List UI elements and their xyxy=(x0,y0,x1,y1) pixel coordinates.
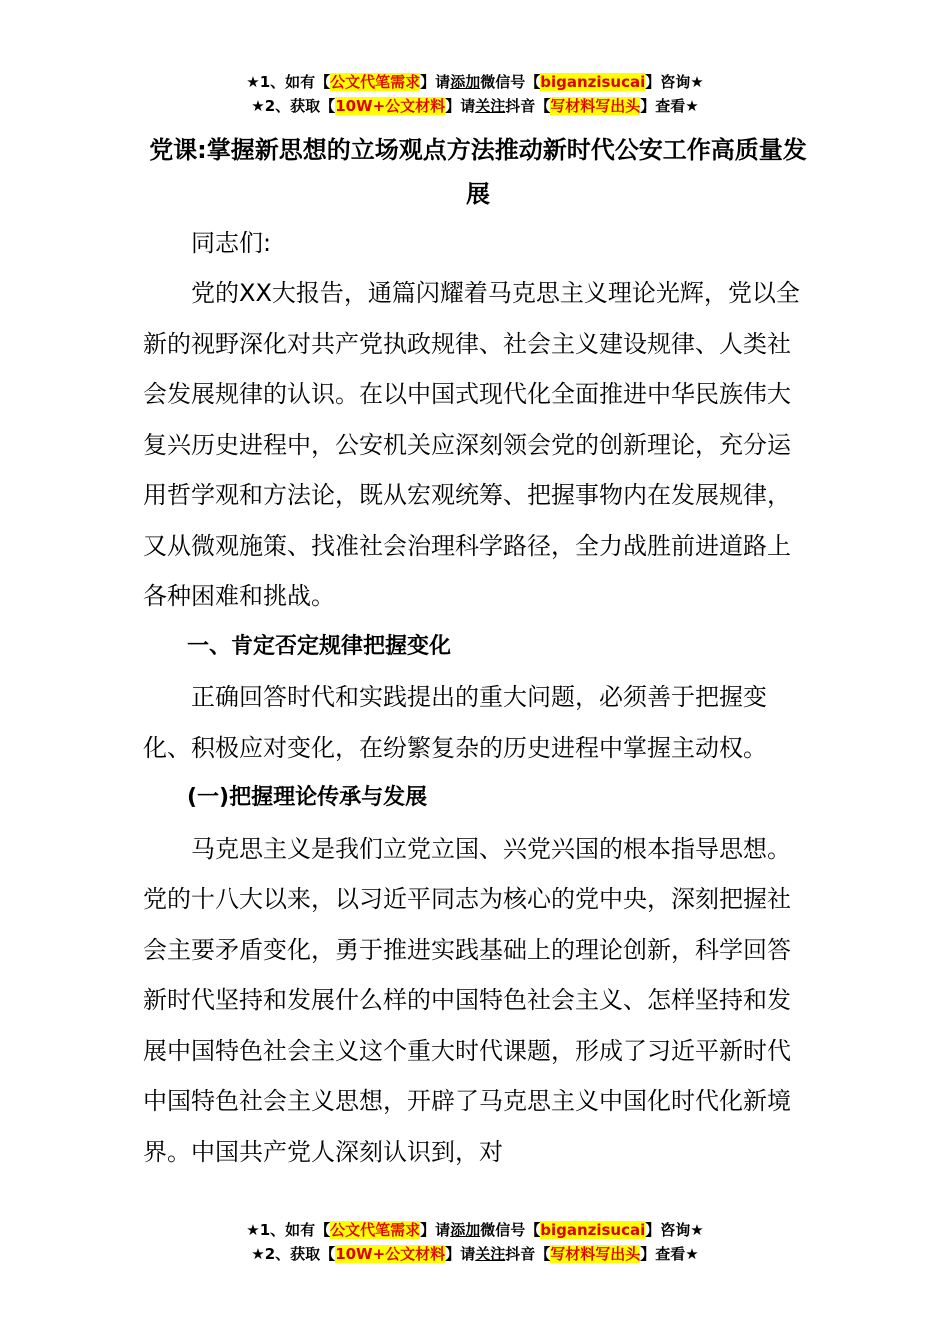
highlight-materials: 10W+公文材料 xyxy=(335,1245,446,1263)
underlined-follow: 关注 xyxy=(475,1245,506,1263)
section-heading-1: 一、肯定否定规律把握变化 xyxy=(187,633,452,659)
highlight-service: 公文代笔需求 xyxy=(330,1221,421,1239)
underlined-add: 添加 xyxy=(450,73,481,91)
promo-banner-bottom xyxy=(0,1218,950,1266)
highlight-service: 公文代笔需求 xyxy=(330,73,421,91)
highlight-douyin: 写材料写出头 xyxy=(550,97,641,115)
promo-banner-top xyxy=(0,70,950,118)
underlined-add: 添加 xyxy=(450,1221,481,1239)
highlight-materials: 10W+公文材料 xyxy=(335,97,446,115)
promo-line-2: ★2、获取【10W+公文材料】请关注抖音【写材料写出头】查看★ xyxy=(251,1245,699,1263)
highlight-wechat-id: biganzisucai xyxy=(540,73,646,91)
highlight-wechat-id: biganzisucai xyxy=(540,1221,646,1239)
paragraph-intro: 党的XX大报告，通篇闪耀着马克思主义理论光辉，党以全新的视野深化对共产党执政规律、社会主义建设规律、人类社会发展规律的认识。在以中国式现代化全面推进中华民族伟大复兴历史进程中，公安机关应深刻领会党的创新理论，充分运用哲学观和方法论，既从宏观统筹、把握事物内在发展规律，又从微观施策、找准社会治理科学路径，全力战胜前进道路上各种困难和挑战。 xyxy=(143,279,800,610)
promo-line-1: ★1、如有【公文代笔需求】请添加微信号【biganzisucai】咨询★ xyxy=(246,73,704,91)
highlight-douyin: 写材料写出头 xyxy=(550,1245,641,1263)
greeting: 同志们: xyxy=(191,229,272,257)
promo-line-2: ★2、获取【10W+公文材料】请关注抖音【写材料写出头】查看★ xyxy=(251,97,699,115)
document-title: 党课:掌握新思想的立场观点方法推动新时代公安工作高质量发展 xyxy=(149,136,807,208)
subsection-heading-1: (一)把握理论传承与发展 xyxy=(187,785,428,810)
document-body xyxy=(143,128,813,1177)
underlined-follow: 关注 xyxy=(475,97,506,115)
promo-line-1: ★1、如有【公文代笔需求】请添加微信号【biganzisucai】咨询★ xyxy=(246,1221,704,1239)
paragraph-section-1: 正确回答时代和实践提出的重大问题，必须善于把握变化、积极应对变化，在纷繁复杂的历史进程中掌握主动权。 xyxy=(143,683,767,762)
paragraph-subsection-1: 马克思主义是我们立党立国、兴党兴国的根本指导思想。党的十八大以来，以习近平同志为核心的党中央，深刻把握社会主要矛盾变化，勇于推进实践基础上的理论创新，科学回答新时代坚持和发展什么样的中国特色社会主义、怎样坚持和发展中国特色社会主义这个重大时代课题，形成了习近平新时代中国特色社会主义思想，开辟了马克思主义中国化时代化新境界。中国共产党人深刻认识到，对 xyxy=(143,834,791,1166)
